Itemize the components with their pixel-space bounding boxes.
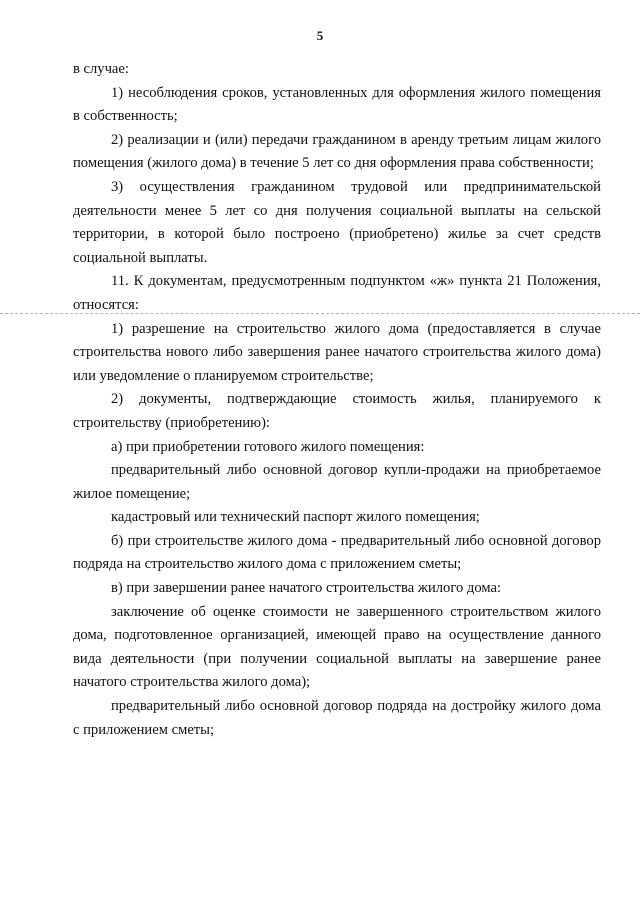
- paragraph: 1) несоблюдения сроков, установленных для оформления жилого помещения в собственность;: [73, 84, 601, 125]
- paragraph: 3) осуществления гражданином трудовой или предпринимательской деятельности менее 5 лет со дня получения социальной выплаты на сельской территории, в которой было построено (приобретено) жилье за счет средств социальной выплаты.: [73, 178, 601, 266]
- paragraph: предварительный либо основной договор купли-продажи на приобретаемое жилое помещение;: [73, 462, 601, 502]
- paragraph: 2) реализации и (или) передачи гражданином в аренду третьим лицам жилого помещения (жилого дома) в течение 5 лет со дня оформления права собственности;: [73, 131, 601, 172]
- paragraph: 1) разрешение на строительство жилого дома (предоставляется в случае строительства нового либо завершения ранее начатого строительства жилого дома) или уведомление о планируемом строительстве;: [73, 320, 601, 384]
- paragraph: кадастровый или технический паспорт жилого помещения;: [111, 509, 480, 526]
- paragraph: в случае:: [73, 61, 129, 77]
- paragraph: в) при завершении ранее начатого строительства жилого дома:: [111, 580, 502, 597]
- page-number: 5: [316, 28, 324, 43]
- document-body: [73, 58, 601, 742]
- paragraph: а) при приобретении готового жилого помещения:: [111, 438, 425, 455]
- paragraph: 11. К документам, предусмотренным подпунктом «ж» пункта 21 Положения, относятся:: [73, 273, 601, 313]
- paragraph: предварительный либо основной договор подряда на достройку жилого дома с приложением сметы;: [73, 698, 601, 738]
- paragraph: 2) документы, подтверждающие стоимость жилья, планируемого к строительству (приобретению):: [73, 391, 601, 431]
- paragraph: б) при строительстве жилого дома - предварительный либо основной договор подряда на строительство жилого дома с приложением сметы;: [73, 532, 601, 573]
- paragraph: заключение об оценке стоимости не завершенного строительством жилого дома, подготовленное организацией, имеющей право на осуществление данного вида деятельности (при получении социальной выплаты на завершение ранее начатого строительства жилого дома);: [73, 603, 601, 691]
